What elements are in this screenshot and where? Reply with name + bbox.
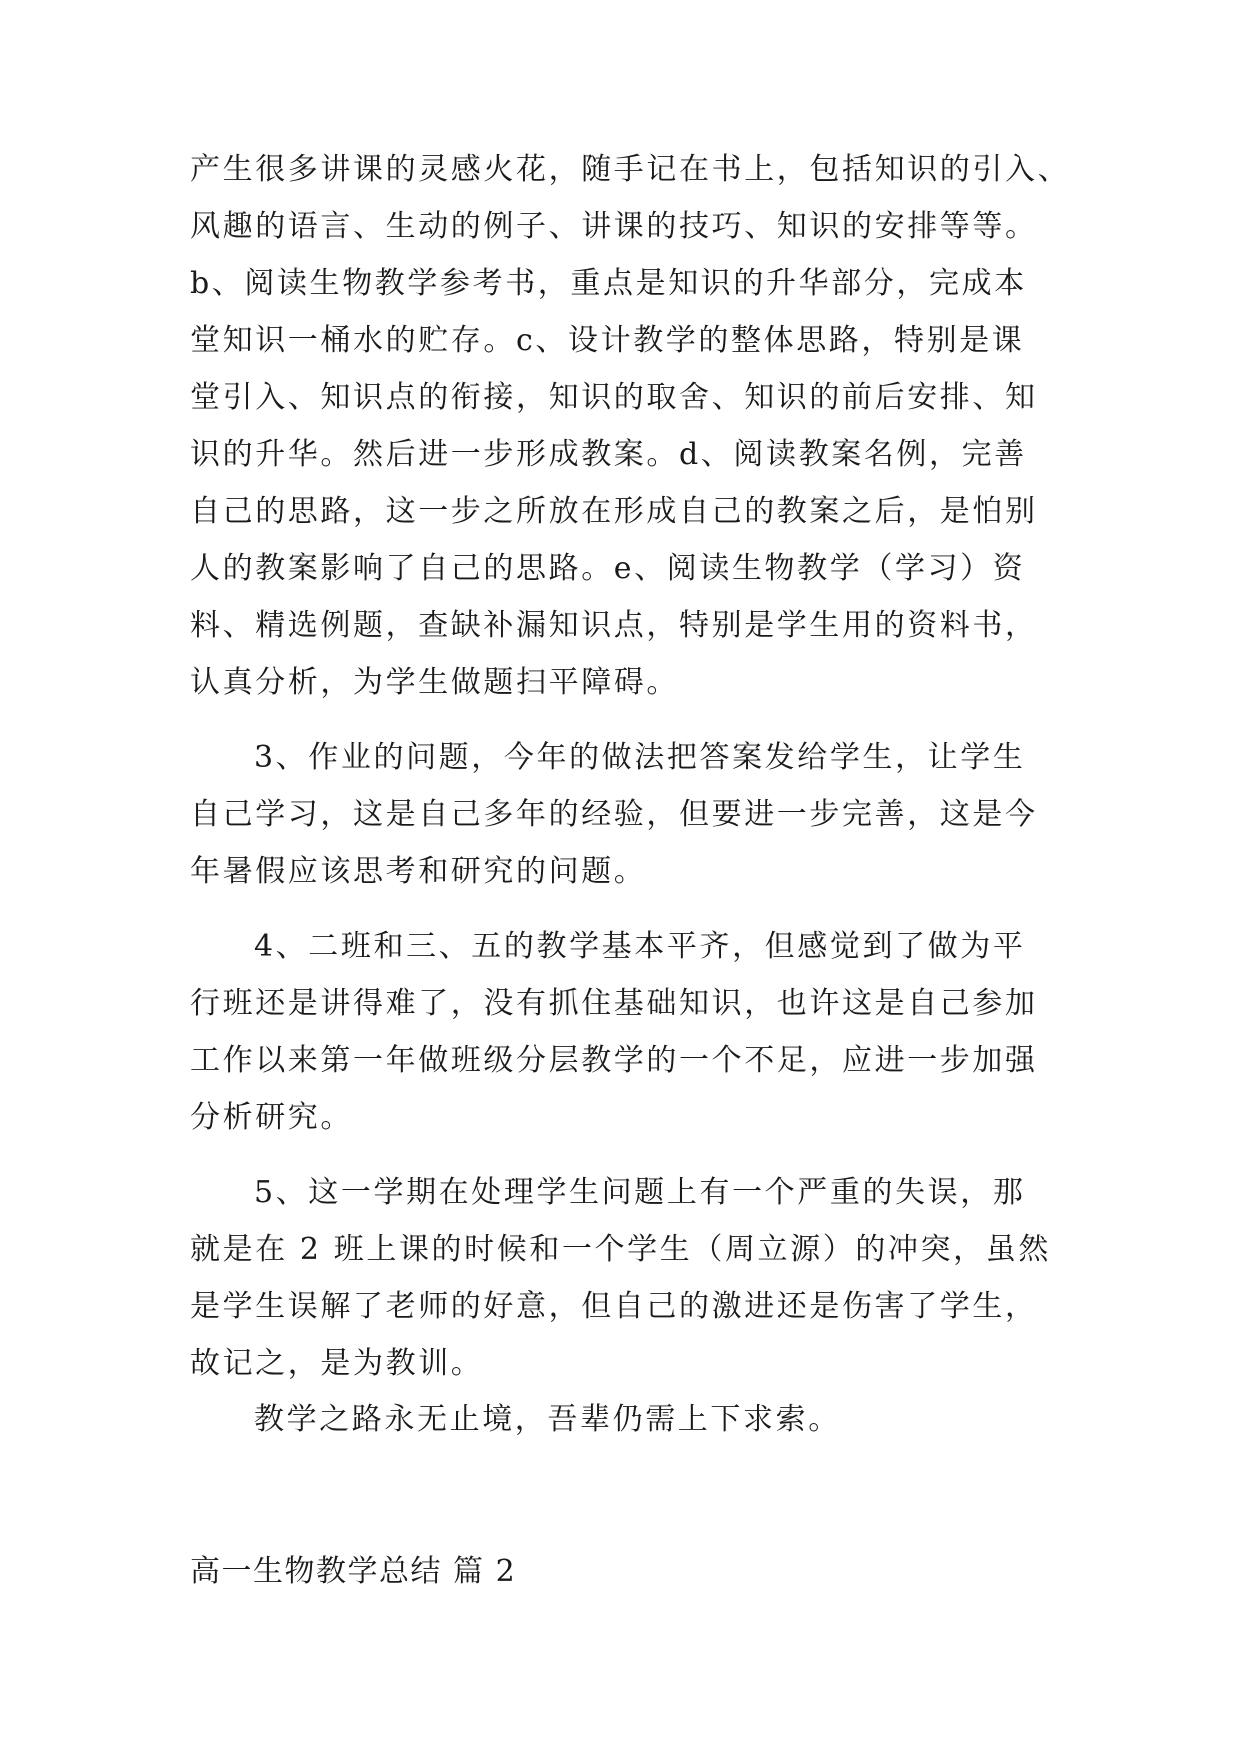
paragraph-4-start: 4、二班和三、五的教学基本平齐，但感觉到了做为平 (254, 929, 1026, 964)
section-heading: 高一生物教学总结 篇 2 (190, 1554, 517, 1589)
closing-sentence: 教学之路永无止境，吾辈仍需上下求索。 (254, 1402, 841, 1437)
text-line: 产生很多讲课的灵感火花，随手记在书上，包括知识的引入、 (190, 152, 1071, 187)
text-line: b、阅读生物教学参考书，重点是知识的升华部分，完成本 (190, 266, 1027, 301)
paragraph-5-start: 5、这一学期在处理学生问题上有一个严重的失误，那 (254, 1175, 1026, 1210)
text-line: 自己的思路，这一步之所放在形成自己的教案之后，是怕别 (190, 494, 1038, 529)
text-line: 自己学习，这是自己多年的经验，但要进一步完善，这是今 (190, 797, 1038, 832)
text-line: 人的教案影响了自己的思路。e、阅读生物教学（学习）资 (190, 551, 1026, 586)
text-line: 工作以来第一年做班级分层教学的一个不足，应进一步加强 (190, 1043, 1038, 1078)
text-line: 认真分析，为学生做题扫平障碍。 (190, 665, 679, 700)
text-line: 识的升华。然后进一步形成教案。d、阅读教案名例，完善 (190, 437, 1027, 472)
text-line: 故记之，是为教训。 (190, 1346, 484, 1381)
text-line: 就是在 2 班上课的时候和一个学生（周立源）的冲突，虽然 (190, 1232, 1051, 1267)
text-line: 是学生误解了老师的好意，但自己的激进还是伤害了学生， (190, 1289, 1038, 1324)
text-line: 堂知识一桶水的贮存。c、设计教学的整体思路，特别是课 (190, 323, 1025, 358)
text-line: 堂引入、知识点的衔接，知识的取舍、知识的前后安排、知 (190, 380, 1038, 415)
paragraph-3-start: 3、作业的问题，今年的做法把答案发给学生，让学生 (254, 740, 1026, 775)
text-line: 行班还是讲得难了，没有抓住基础知识，也许这是自己参加 (190, 986, 1038, 1021)
text-line: 分析研究。 (190, 1100, 353, 1135)
text-line: 风趣的语言、生动的例子、讲课的技巧、知识的安排等等。 (190, 209, 1038, 244)
text-line: 年暑假应该思考和研究的问题。 (190, 854, 647, 889)
text-line: 料、精选例题，查缺补漏知识点，特别是学生用的资料书， (190, 608, 1038, 643)
